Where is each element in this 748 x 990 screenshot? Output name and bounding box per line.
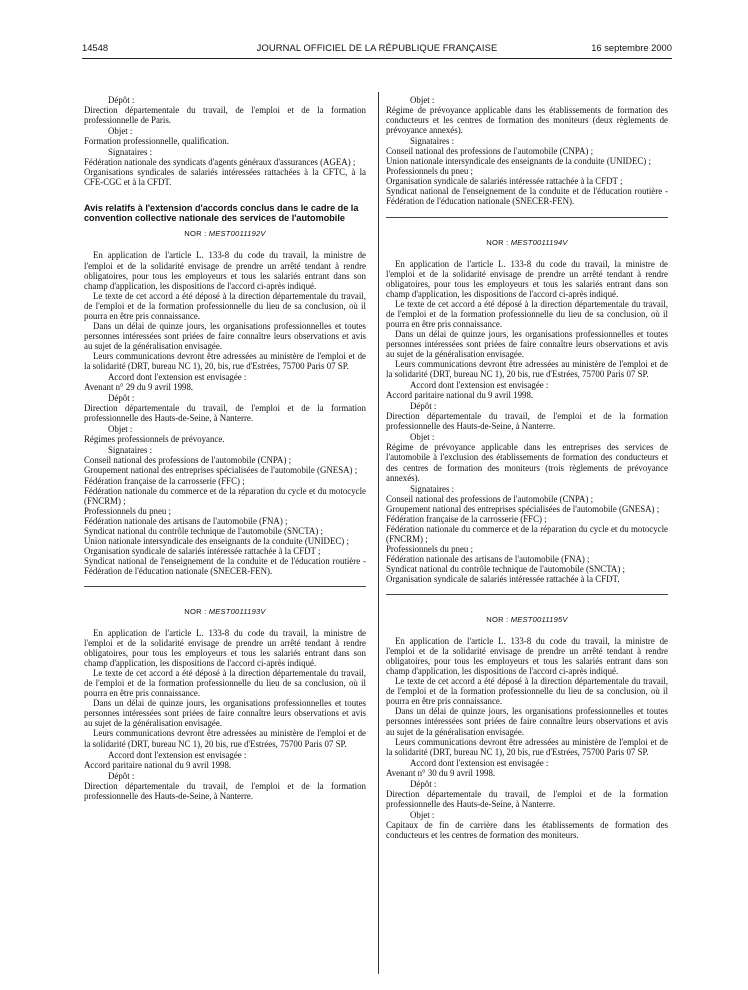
- nor-label: NOR :: [486, 615, 509, 625]
- signatory: Union nationale intersyndicale des enseignants de la conduite (UNIDEC) ;: [386, 156, 651, 167]
- signataires-label: Signataires :: [410, 136, 455, 147]
- nor-label: NOR :: [184, 229, 207, 239]
- objet-label: Objet :: [410, 809, 435, 820]
- body-paragraph: Le texte de cet accord a été déposé à la direction départementale du travail, de l'emploi et de la formation professionnelle du lieu de sa conclusion, où il pourra en être pris connaissance.: [386, 298, 668, 329]
- objet-text: Formation professionnelle, qualification.: [84, 136, 229, 147]
- accord-text: Avenant n° 30 du 9 avril 1998.: [386, 767, 496, 778]
- page-number: 14548: [82, 42, 109, 53]
- signatory: Professionnels du pneu ;: [84, 505, 172, 516]
- signatory: Conseil national des professions de l'automobile (CNPA) ;: [386, 493, 594, 504]
- accord-text: Accord paritaire national du 9 avril 1998.: [84, 759, 232, 770]
- depot-text: Direction départementale du travail, de l'emploi et de la formation professionnelle des Hauts-de-Seine, à Nanterre.: [84, 403, 366, 424]
- signatory: Syndicat national du contrôle technique de l'automobile (SNCTA) ;: [84, 525, 323, 536]
- signataires-label: Signataires :: [410, 483, 455, 494]
- nor-code: MEST0011195V: [510, 615, 568, 625]
- accord-text: Avenant n° 29 du 9 avril 1998.: [84, 382, 194, 393]
- signatory: Groupement national des entreprises spécialisées de l'automobile (GNESA) ;: [84, 465, 358, 476]
- page-header: [82, 42, 672, 56]
- signatory: Conseil national des professions de l'automobile (CNPA) ;: [84, 455, 292, 466]
- objet-text: Régime de prévoyance applicable dans les établissements de formation des conducteurs et les centres de formation des moniteurs (deux règlements de prévoyance annexés).: [386, 105, 668, 136]
- signatory: Organisation syndicale de salariés intéressée rattachée à la CFDT ;: [386, 176, 623, 187]
- body-paragraph: Leurs communications devront être adressées au ministère de l'emploi et de la solidarité (DRT, bureau NC 1), 20, bis, rue d'Estrées, 75700 Paris 07 SP.: [84, 350, 366, 371]
- signatory: Professionnels du pneu ;: [386, 543, 474, 554]
- section-rule: [386, 594, 668, 595]
- depot-label: Dépôt :: [410, 778, 437, 789]
- journal-title: JOURNAL OFFICIEL DE LA RÉPUBLIQUE FRANÇAISE: [256, 42, 498, 53]
- body-paragraph: En application de l'article L. 133-8 du code du travail, la ministre de l'emploi et de la solidarité envisage de prendre un arrêté tendant à rendre obligatoires, pour tous les employeurs et tous les salariés entrant dans son champ d'application, les dispositions de l'accord ci-après indiqué.: [386, 258, 668, 299]
- objet-label: Objet :: [108, 126, 133, 137]
- nor-reference: [386, 238, 668, 248]
- left-column: [84, 94, 366, 801]
- accord-text: Accord paritaire national du 9 avril 1998.: [386, 390, 534, 401]
- objet-label: Objet :: [410, 432, 435, 443]
- nor-reference: [84, 229, 366, 239]
- objet-text: Capitaux de fin de carrière dans les établissements de formation des conducteurs et les centres de formation des moniteurs.: [386, 819, 668, 840]
- depot-text: Direction départementale du travail, de l'emploi et de la formation professionnelle des Hauts-de-Seine, à Nanterre.: [386, 411, 668, 432]
- body-paragraph: Le texte de cet accord a été déposé à la direction départementale du travail, de l'emploi et de la formation professionnelle du lieu de sa conclusion, où il pourra en être pris connaissance.: [84, 668, 366, 699]
- header-rule: [82, 58, 672, 59]
- objet-text: Régime de prévoyance applicable dans les entreprises des services de l'automobile à l'exclusion des établissements de formation des conducteurs et des centres de formation des moniteurs (trois règlements de prévoyance annexés).: [386, 442, 668, 483]
- signatory: Organisations syndicales de salariés intéressées rattachées à la CFTC, à la CFE-CGC et à la CFDT.: [84, 167, 366, 188]
- section-rule: [84, 586, 366, 587]
- nor-code: MEST0011194V: [510, 237, 568, 247]
- signataires-label: Signataires :: [108, 147, 153, 158]
- depot-label: Dépôt :: [108, 393, 135, 404]
- accord-label: Accord dont l'extension est envisagée :: [410, 380, 549, 391]
- depot-label: Dépôt :: [108, 770, 135, 781]
- body-paragraph: Leurs communications devront être adressées au ministère de l'emploi et de la solidarité (DRT, bureau NC 1), 20 bis, rue d'Estrées, 75700 Paris 07 SP.: [386, 359, 668, 380]
- nor-code: MEST0011192V: [208, 229, 266, 239]
- body-paragraph: En application de l'article L. 133-8 du code du travail, la ministre de l'emploi et de la solidarité envisage de prendre un arrêté tendant à rendre obligatoires, pour tous les employeurs et tous les salariés entrant dans son champ d'application, les dispositions de l'accord ci-après indiqué.: [84, 628, 366, 669]
- signatory: Conseil national des professions de l'automobile (CNPA) ;: [386, 146, 594, 157]
- nor-reference: [386, 615, 668, 625]
- body-paragraph: Dans un délai de quinze jours, les organisations professionnelles et toutes personnes intéressées sont priées de faire connaître leurs observations et avis au sujet de la généralisation envisagée.: [386, 706, 668, 737]
- signatory: Fédération française de la carrosserie (FFC) ;: [84, 475, 245, 486]
- signatory: Fédération nationale des artisans de l'automobile (FNA) ;: [84, 515, 288, 526]
- depot-text: Direction départementale du travail, de l'emploi et de la formation professionnelle des Hauts-de-Seine, à Nanterre.: [386, 788, 668, 809]
- body-paragraph: Dans un délai de quinze jours, les organisations professionnelles et toutes personnes intéressées sont priées de faire connaître leurs observations et avis au sujet de la généralisation envisagée.: [84, 698, 366, 729]
- column-divider: [378, 92, 379, 974]
- body-paragraph: Leurs communications devront être adressées au ministère de l'emploi et de la solidarité (DRT, bureau NC 1), 20 bis, rue d'Estrées, 75700 Paris 07 SP.: [84, 728, 366, 749]
- depot-label: Dépôt :: [410, 401, 437, 412]
- depot-text: Direction départementale du travail, de l'emploi et de la formation professionnelle des Hauts-de-Seine, à Nanterre.: [84, 780, 366, 801]
- depot-label: Dépôt :: [108, 95, 135, 105]
- signatory: Fédération nationale du commerce et de la réparation du cycle et du motocycle (FNCRM) ;: [386, 523, 668, 544]
- nor-label: NOR :: [184, 606, 207, 616]
- notice-title: Avis relatifs à l'extension d'accords conclus dans le cadre de la convention collective nationale des services de l'automobile: [84, 203, 359, 224]
- signatory: Syndicat national du contrôle technique de l'automobile (SNCTA) ;: [386, 563, 625, 574]
- nor-reference: [84, 607, 366, 617]
- right-column: [386, 94, 668, 840]
- accord-label: Accord dont l'extension est envisagée :: [410, 757, 549, 768]
- section-rule: [386, 217, 668, 218]
- depot-text: Direction départementale du travail, de l'emploi et de la formation professionnelle de Paris.: [84, 105, 366, 126]
- accord-label: Accord dont l'extension est envisagée :: [108, 372, 247, 383]
- publication-date: 16 septembre 2000: [591, 42, 672, 53]
- objet-label: Objet :: [108, 424, 133, 435]
- signataires-label: Signataires :: [108, 445, 153, 456]
- body-paragraph: En application de l'article L. 133-8 du code du travail, la ministre de l'emploi et de la solidarité envisage de prendre un arrêté tendant à rendre obligatoires, pour tous les employeurs et tous les salariés entrant dans son champ d'application, les dispositions de l'accord ci-après indiqué.: [84, 250, 366, 291]
- signatory: Organisation syndicale de salariés intéressée rattachée à la CFDT.: [386, 574, 620, 585]
- signatory: Fédération française de la carrosserie (FFC) ;: [386, 513, 547, 524]
- nor-label: NOR :: [486, 237, 509, 247]
- body-paragraph: Dans un délai de quinze jours, les organisations professionnelles et toutes personnes intéressées sont priées de faire connaître leurs observations et avis au sujet de la généralisation envisagée.: [386, 328, 668, 359]
- nor-code: MEST0011193V: [208, 606, 266, 616]
- signatory: Fédération nationale des syndicats d'agents généraux d'assurances (AGEA) ;: [84, 157, 356, 168]
- signatory: Syndicat national de l'enseignement de la conduite et de l'éducation routière - Fédération de l'éducation nationale (SNECER-FEN).: [386, 186, 668, 207]
- signatory: Syndicat national de l'enseignement de la conduite et de l'éducation routière - Fédération de l'éducation nationale (SNECER-FEN).: [84, 555, 366, 576]
- signatory: Fédération nationale des artisans de l'automobile (FNA) ;: [386, 553, 590, 564]
- body-paragraph: En application de l'article L. 133-8 du code du travail, la ministre de l'emploi et de la solidarité envisage de prendre un arrêté tendant à rendre obligatoires, pour tous les employeurs et tous les salariés entrant dans son champ d'application, les dispositions de l'accord ci-après indiqué.: [386, 636, 668, 677]
- body-paragraph: Le texte de cet accord a été déposé à la direction départementale du travail, de l'emploi et de la formation professionnelle du lieu de sa conclusion, où il pourra en être pris connaissance.: [386, 676, 668, 707]
- signatory: Groupement national des entreprises spécialisées de l'automobile (GNESA) ;: [386, 503, 660, 514]
- signatory: Union nationale intersyndicale des enseignants de la conduite (UNIDEC) ;: [84, 535, 349, 546]
- signatory: Fédération nationale du commerce et de la réparation du cycle et du motocycle (FNCRM) ;: [84, 485, 366, 506]
- signatory: Organisation syndicale de salariés intéressée rattachée à la CFDT ;: [84, 545, 321, 556]
- objet-label: Objet :: [410, 95, 435, 105]
- accord-label: Accord dont l'extension est envisagée :: [108, 749, 247, 760]
- signatory: Professionnels du pneu ;: [386, 166, 474, 177]
- objet-text: Régimes professionnels de prévoyance.: [84, 434, 225, 445]
- body-paragraph: Le texte de cet accord a été déposé à la direction départementale du travail, de l'emploi et de la formation professionnelle du lieu de sa conclusion, où il pourra en être pris connaissance.: [84, 290, 366, 321]
- body-paragraph: Leurs communications devront être adressées au ministère de l'emploi et de la solidarité (DRT, bureau NC 1), 20 bis, rue d'Estrées, 75700 Paris 07 SP.: [386, 736, 668, 757]
- body-paragraph: Dans un délai de quinze jours, les organisations professionnelles et toutes personnes intéressées sont priées de faire connaître leurs observations et avis au sujet de la généralisation envisagée.: [84, 320, 366, 351]
